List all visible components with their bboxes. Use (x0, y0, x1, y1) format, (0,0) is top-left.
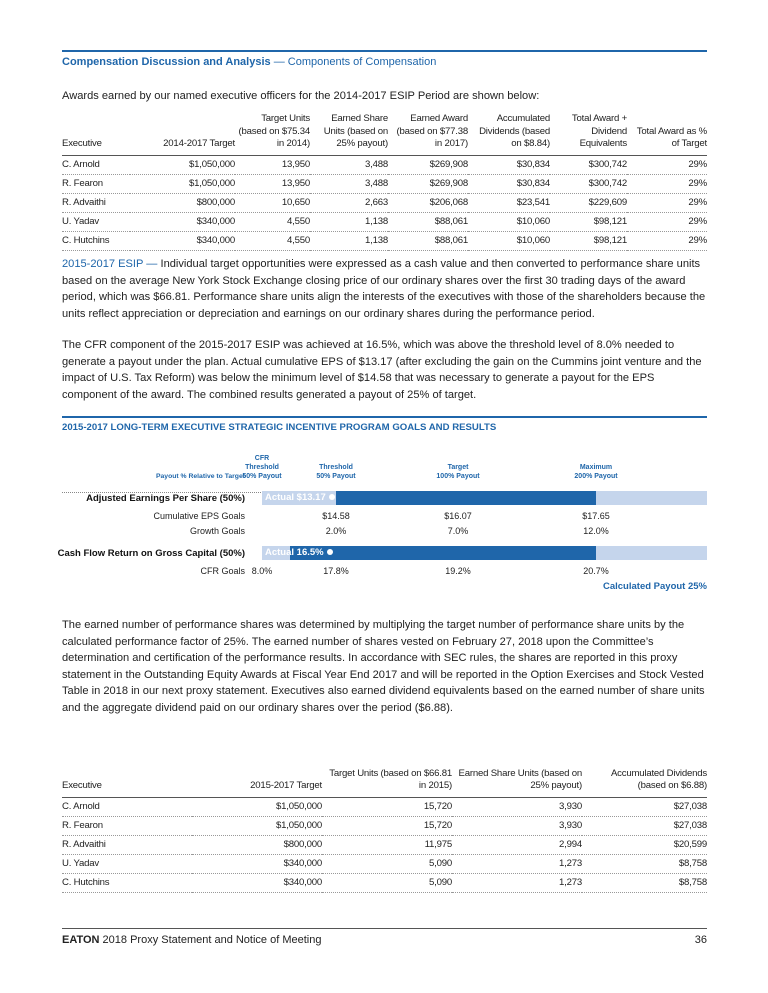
table-cell: $1,050,000 (192, 797, 322, 816)
goal-row-label: Cumulative EPS Goals (153, 511, 245, 521)
esip-2015-2017-table (62, 755, 707, 893)
table-cell: 29% (627, 231, 707, 250)
goal-value: 12.0% (583, 526, 609, 536)
table-cell: 1,138 (310, 231, 388, 250)
footer-rule (62, 928, 707, 929)
earned-shares-paragraph: The earned number of performance shares was determined by multiplying the target number of performance share units by the calculated performance factor of 25%. The earned number of shares vested on February 27, 2018 upon the Committee’s determination and certification of the performance results. In accordance with SEC rules, the shares are reported in this proxy statement in the Outstanding Equity Awards at Fiscal Year End 2017 and will be reported in the Option Exercises and Stock Vested Table in 2018 in our next proxy statement. Executives also earned dividend equivalents based on the earned number of share units and the aggregate dividend paid on our ordinary shares over the period ($6.88). (62, 619, 705, 714)
table-row (62, 816, 707, 835)
column-label-line: 50% Payout (316, 473, 356, 480)
table-cell: $10,060 (468, 212, 550, 231)
table-cell: 3,930 (452, 816, 582, 835)
goal-value: $17.65 (582, 511, 610, 521)
table-cell: $10,060 (468, 231, 550, 250)
table-cell: $269,908 (388, 174, 468, 193)
column-header: Total Award as % of Target (627, 113, 707, 155)
goal-value: 2.0% (325, 526, 347, 536)
intro-text: Awards earned by our named executive officers for the 2014-2017 ESIP Period are shown below: (62, 90, 540, 102)
table-cell: $1,050,000 (130, 174, 235, 193)
column-label-line: CFR (254, 455, 270, 462)
goal-row-label: CFR Goals (200, 566, 245, 576)
actual-result-label: Actual 16.5% (265, 547, 333, 558)
column-label-line: 200% Payout (574, 473, 618, 480)
column-label (296, 463, 376, 481)
table-row (62, 174, 707, 193)
table-cell: $1,050,000 (130, 155, 235, 174)
table-row (62, 212, 707, 231)
table-row (62, 854, 707, 873)
metric-bar-fill (290, 546, 596, 560)
table-cell: 15,720 (322, 816, 452, 835)
cfr-results-paragraph: The CFR component of the 2015-2017 ESIP was achieved at 16.5%, which was above the threshold level of 8.0% needed to generate a payout under the plan. Actual cumulative EPS of $13.17 (after excluding the gain on the Cummins joint venture and the impact of U.S. Tax Reform) was below the minimum level of $14.58 that was necessary to generate a payout for the EPS component of the award. The combined results generated a payout of 25% of target. (62, 339, 702, 401)
table-cell: 2,994 (452, 835, 582, 854)
table-header-row (62, 755, 707, 797)
footer-brand: EATON (62, 934, 100, 946)
paragraph-body: Individual target opportunities were expressed as a cash value and then converted to performance share units based on the average New York Stock Exchange closing price of our ordinary shares over the first 30 trading days of the award period, which was $66.81. Performance share units align the interests of the executives with those of the shareholders because the units reflect appreciation or depreciation and earnings on our ordinary shares during the performance period. (62, 258, 706, 320)
calculated-payout: Calculated Payout 25% (602, 581, 707, 592)
table-cell: R. Fearon (62, 174, 130, 193)
table-cell: $229,609 (550, 193, 627, 212)
table-cell: $340,000 (192, 854, 322, 873)
table-cell: $30,834 (468, 155, 550, 174)
table-cell: $300,742 (550, 174, 627, 193)
table-cell: $98,121 (550, 231, 627, 250)
axis-label: Payout % Relative to Target (155, 473, 245, 480)
table-cell: $8,758 (582, 873, 707, 892)
table-cell: 29% (627, 155, 707, 174)
goal-value: 19.2% (445, 566, 471, 576)
table-cell: $800,000 (130, 193, 235, 212)
section-title: 2015-2017 LONG-TERM EXECUTIVE STRATEGIC INCENTIVE PROGRAM GOALS AND RESULTS (62, 422, 497, 433)
column-header: Earned Share Units (based on 25% payout) (452, 755, 582, 797)
table-header-row (62, 113, 707, 155)
table-cell: C. Hutchins (62, 231, 130, 250)
table-cell: 29% (627, 174, 707, 193)
page-number: 36 (694, 934, 707, 946)
table-cell: U. Yadav (62, 212, 130, 231)
table-row (62, 193, 707, 212)
goal-value: $16.07 (444, 511, 472, 521)
table-cell: $20,599 (582, 835, 707, 854)
footer-title: 2018 Proxy Statement and Notice of Meeting (99, 934, 322, 946)
table-row (62, 835, 707, 854)
table-cell: 4,550 (235, 231, 310, 250)
table-cell: $8,758 (582, 854, 707, 873)
metric-name: Cash Flow Return on Gross Capital (50%) (57, 548, 245, 559)
section-rule (62, 416, 707, 418)
table-cell: 13,950 (235, 174, 310, 193)
table-cell: R. Advaithi (62, 835, 192, 854)
table-cell: 29% (627, 193, 707, 212)
table-row (62, 797, 707, 816)
column-header: Accumulated Dividends (based on $8.84) (468, 113, 550, 155)
header-section: Compensation Discussion and Analysis (62, 56, 271, 68)
table-cell: 5,090 (322, 854, 452, 873)
column-header: Target Units (based on $75.34 in 2014) (235, 113, 310, 155)
esip-2015-2017-paragraph (62, 256, 710, 322)
column-label (418, 463, 498, 481)
table-cell: $88,061 (388, 231, 468, 250)
column-header: 2014-2017 Target (130, 113, 235, 155)
table-row (62, 155, 707, 174)
column-header: Total Award + Dividend Equivalents (550, 113, 627, 155)
goal-value: 20.7% (583, 566, 609, 576)
table-cell: U. Yadav (62, 854, 192, 873)
table-cell: $206,068 (388, 193, 468, 212)
table-cell: C. Hutchins (62, 873, 192, 892)
table-cell: R. Advaithi (62, 193, 130, 212)
page-footer (62, 934, 707, 946)
table-cell: 5,090 (322, 873, 452, 892)
table-cell: $27,038 (582, 816, 707, 835)
table-cell: C. Arnold (62, 797, 192, 816)
column-header: Earned Award (based on $77.38 in 2017) (388, 113, 468, 155)
table-row (62, 231, 707, 250)
column-header: Executive (62, 755, 192, 797)
goal-value: 17.8% (323, 566, 349, 576)
table-cell: $1,050,000 (192, 816, 322, 835)
table-cell: 3,488 (310, 155, 388, 174)
column-header: Executive (62, 113, 130, 155)
goal-value: 7.0% (447, 526, 469, 536)
table-row (62, 873, 707, 892)
table-cell: 4,550 (235, 212, 310, 231)
goal-value: 8.0% (251, 566, 273, 576)
actual-marker-icon (329, 494, 335, 500)
column-header: 2015-2017 Target (192, 755, 322, 797)
column-label (222, 454, 302, 481)
table-cell: C. Arnold (62, 155, 130, 174)
table-cell: 1,273 (452, 873, 582, 892)
table-cell: 10,650 (235, 193, 310, 212)
table-cell: 3,930 (452, 797, 582, 816)
table-cell: $30,834 (468, 174, 550, 193)
table-cell: $800,000 (192, 835, 322, 854)
column-header: Target Units (based on $66.81 in 2015) (322, 755, 452, 797)
table-cell: 2,663 (310, 193, 388, 212)
goal-value: $14.58 (322, 511, 350, 521)
table-cell: 29% (627, 212, 707, 231)
table-cell: R. Fearon (62, 816, 192, 835)
header-subsection: — Components of Compensation (270, 56, 437, 68)
actual-result-label: Actual $13.17 (265, 492, 335, 503)
column-label-line: 100% Payout (436, 473, 480, 480)
paragraph-lead: 2015-2017 ESIP — (62, 258, 158, 270)
column-header: Earned Share Units (based on 25% payout) (310, 113, 388, 155)
metric-bar-fill (336, 491, 596, 505)
table-cell: $27,038 (582, 797, 707, 816)
table-cell: 11,975 (322, 835, 452, 854)
column-header: Accumulated Dividends (based on $6.88) (582, 755, 707, 797)
header-rule (62, 50, 707, 52)
table-cell: 1,273 (452, 854, 582, 873)
esip-2014-2017-table (62, 113, 707, 251)
table-cell: $98,121 (550, 212, 627, 231)
metric-name: Adjusted Earnings Per Share (50%) (86, 493, 245, 504)
table-cell: 1,138 (310, 212, 388, 231)
table-cell: 15,720 (322, 797, 452, 816)
column-label-line: Threshold (319, 464, 353, 471)
actual-marker-icon (327, 549, 333, 555)
column-label-line: Target (447, 464, 469, 471)
column-label-line: Maximum (579, 464, 613, 471)
column-label (556, 463, 636, 481)
table-cell: $88,061 (388, 212, 468, 231)
table-cell: 13,950 (235, 155, 310, 174)
table-cell: 3,488 (310, 174, 388, 193)
column-label-line: Threshold (245, 464, 279, 471)
table-cell: $340,000 (130, 212, 235, 231)
page-header (62, 56, 436, 68)
table-cell: $269,908 (388, 155, 468, 174)
table-cell: $300,742 (550, 155, 627, 174)
column-label-line: 50% Payout (242, 473, 282, 480)
table-cell: $340,000 (192, 873, 322, 892)
goal-row-label: Growth Goals (189, 526, 245, 536)
table-cell: $23,541 (468, 193, 550, 212)
table-cell: $340,000 (130, 231, 235, 250)
